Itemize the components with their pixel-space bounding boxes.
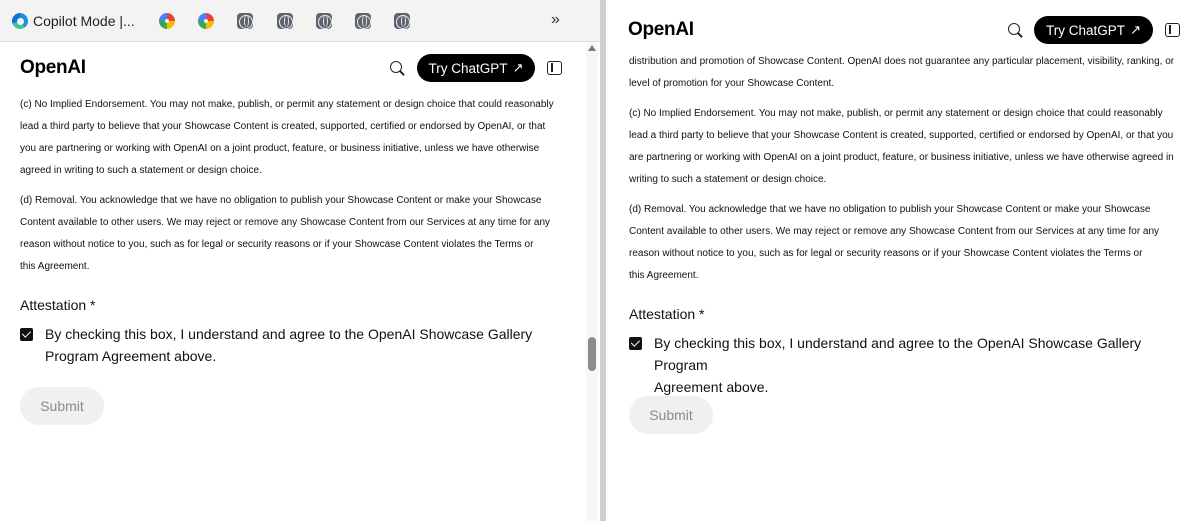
text-line: reason without notice to you, such as for legal or security reasons or if your Showcase Content violates the Terms or — [20, 239, 534, 250]
attestation-label — [654, 332, 1189, 398]
site-header — [0, 42, 600, 94]
attestation-checkbox[interactable] — [629, 337, 642, 350]
text-line: distribution and promotion of Showcase Content. OpenAI does not guarantee any particular placement, visibility, ranking, or — [629, 56, 1175, 67]
text-line: are partnering or working with OpenAI on a joint product, feature, or business initiative, unless we have otherwise agreed in — [629, 152, 1174, 163]
section-removal — [20, 190, 550, 278]
text-line: lead a third party to believe that your Showcase Content is created, supported, certified or endorsed by OpenAI, or that — [20, 121, 546, 132]
photos-pinwheel-icon[interactable] — [198, 13, 214, 29]
scrollbar-thumb[interactable] — [588, 337, 596, 371]
tab-title[interactable]: Copilot Mode |... — [33, 13, 135, 29]
text-line: By checking this box, I understand and agree to the OpenAI Showcase Gallery — [45, 326, 533, 342]
search-icon[interactable] — [390, 61, 404, 75]
submit-button[interactable]: Submit — [629, 396, 713, 434]
text-line: you are partnering or working with OpenAI on a joint product, feature, or business initiative, unless we have otherwise — [20, 143, 540, 154]
text-line: lead a third party to believe that your Showcase Content is created, supported, certified or endorsed by OpenAI, or that you — [629, 130, 1174, 141]
arrow-up-right-icon: ↗ — [512, 60, 524, 75]
openai-logo[interactable]: OpenAI — [20, 57, 86, 78]
text-line: (d) Removal. You acknowledge that we have no obligation to publish your Showcase Content or make your Showcase — [629, 204, 1151, 215]
text-line: (c) No Implied Endorsement. You may not make, publish, or permit any statement or design choice that could reasonably — [629, 108, 1163, 119]
section-no-implied-endorsement — [629, 103, 1174, 191]
globe-icon[interactable] — [316, 13, 332, 29]
edge-browser-icon[interactable] — [12, 13, 28, 29]
text-line: reason without notice to you, such as for legal or security reasons or if your Showcase Content violates the Terms or — [629, 248, 1143, 259]
section-promotion-tail — [629, 51, 1174, 95]
scroll-up-arrow-icon[interactable] — [588, 45, 596, 51]
text-line: writing to such a statement or design choice. — [629, 174, 827, 185]
section-no-implied-endorsement — [20, 94, 554, 182]
sidebar-toggle-icon[interactable] — [547, 61, 562, 75]
text-line: Program Agreement above. — [45, 348, 217, 364]
globe-icon[interactable] — [277, 13, 293, 29]
text-line: this Agreement. — [629, 270, 699, 281]
attestation-label — [45, 323, 532, 367]
text-line: this Agreement. — [20, 261, 90, 272]
text-line: agreed in writing to such a statement or design choice. — [20, 165, 262, 176]
text-line: Agreement above. — [654, 379, 769, 395]
more-tabs-icon[interactable]: » — [551, 11, 560, 28]
try-chatgpt-button[interactable] — [1034, 16, 1153, 44]
attestation-checkbox-row[interactable] — [629, 332, 1189, 398]
photos-pinwheel-icon[interactable] — [159, 13, 175, 29]
submit-button[interactable]: Submit — [20, 387, 104, 425]
text-line: (c) No Implied Endorsement. You may not make, publish, or permit any statement or design choice that could reasonably — [20, 99, 554, 110]
globe-icon[interactable] — [355, 13, 371, 29]
arrow-up-right-icon: ↗ — [1130, 22, 1141, 37]
globe-icon[interactable] — [394, 13, 410, 29]
section-removal — [629, 199, 1159, 287]
browser-tab-bar — [0, 0, 600, 42]
openai-logo[interactable]: OpenAI — [628, 19, 694, 40]
try-chatgpt-label: Try ChatGPT — [428, 60, 508, 76]
scrollbar[interactable] — [586, 42, 598, 521]
sidebar-toggle-icon[interactable] — [1165, 23, 1180, 37]
attestation-heading: Attestation * — [629, 306, 705, 322]
try-chatgpt-label: Try ChatGPT — [1046, 22, 1126, 38]
attestation-heading: Attestation * — [20, 297, 96, 313]
text-line: Content available to other users. We may reject or remove any Showcase Content from our Services at any time for any — [629, 226, 1160, 237]
text-line: level of promotion for your Showcase Content. — [629, 78, 835, 89]
site-header — [606, 0, 1200, 52]
attestation-checkbox-row[interactable] — [20, 323, 540, 367]
globe-icon[interactable] — [237, 13, 253, 29]
search-icon[interactable] — [1008, 23, 1022, 37]
text-line: By checking this box, I understand and agree to the OpenAI Showcase Gallery Program — [654, 335, 1142, 373]
right-browser-pane — [606, 0, 1200, 521]
text-line: (d) Removal. You acknowledge that we have no obligation to publish your Showcase Content or make your Showcase — [20, 195, 542, 206]
text-line: Content available to other users. We may reject or remove any Showcase Content from our Services at any time for any — [20, 217, 551, 228]
try-chatgpt-button[interactable] — [417, 54, 535, 82]
attestation-checkbox[interactable] — [20, 328, 33, 341]
